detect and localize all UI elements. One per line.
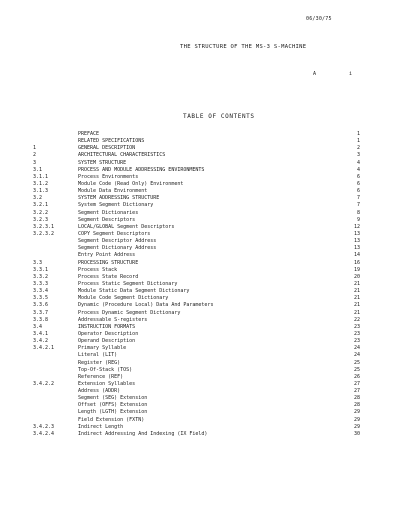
- toc-entry: [0, 310, 400, 317]
- toc-entry-number: 3.3.7: [33, 309, 49, 316]
- toc-entry-page: 19: [353, 266, 360, 273]
- toc-entry-page: 3: [356, 152, 360, 159]
- toc-entry: [0, 267, 400, 274]
- toc-entry-title: LOCAL/GLOBAL Segment Descriptors: [78, 223, 175, 230]
- toc-entry: [0, 409, 400, 416]
- toc-entry: [0, 288, 400, 295]
- toc-entry-page: 13: [353, 238, 360, 245]
- toc-entry-page: 30: [353, 430, 360, 437]
- toc-entry-title: Module Code Segment Dictionary: [78, 295, 169, 302]
- toc-entry-number: 3.2.3: [33, 216, 49, 223]
- toc-entry: [0, 131, 400, 138]
- toc-entry: [0, 402, 400, 409]
- toc-entry-number: 3.3.6: [33, 302, 49, 309]
- toc-entry-title: Process Stack: [78, 266, 118, 273]
- toc-entry: [0, 145, 400, 152]
- toc-entry-number: 3.4.2.1: [33, 345, 55, 352]
- toc-entry-number: 3.2: [33, 195, 43, 202]
- toc-entry-number: 3.3.1: [33, 266, 49, 273]
- toc-entry-number: 3.1.2: [33, 180, 49, 187]
- toc-entry-page: 6: [356, 180, 360, 187]
- toc-entry: [0, 367, 400, 374]
- toc-entry-number: 3.3.8: [33, 316, 49, 323]
- toc-entry-number: 3.3.5: [33, 295, 49, 302]
- toc-entry-number: 3.4.2.3: [33, 423, 55, 430]
- toc-entry-number: 3.3.2: [33, 273, 49, 280]
- toc-entry: [0, 274, 400, 281]
- toc-entry-title: Address (ADDR): [78, 388, 121, 395]
- toc-entry-title: Operand Description: [78, 338, 136, 345]
- toc-entry: [0, 217, 400, 224]
- toc-entry-page: 25: [353, 359, 360, 366]
- toc-entry-title: Process State Record: [78, 273, 139, 280]
- toc-entry-page: 23: [353, 338, 360, 345]
- toc-entry-title: Process Dynamic Segment Dictionary: [78, 309, 181, 316]
- toc-entry-title: SYSTEM STRUCTURE: [78, 159, 127, 166]
- toc-entry-title: System Segment Dictionary: [78, 202, 154, 209]
- toc-entry-page: 26: [353, 373, 360, 380]
- toc-entry-page: 2: [356, 145, 360, 152]
- toc-entry-number: 3.2.3.2: [33, 230, 55, 237]
- toc-entry: [0, 160, 400, 167]
- toc-entry: [0, 424, 400, 431]
- toc-entry: [0, 195, 400, 202]
- toc-entry-page: 29: [353, 409, 360, 416]
- toc-entry-title: Length (LGTH) Extension: [78, 409, 148, 416]
- toc-entry-page: 8: [356, 209, 360, 216]
- toc-entry: [0, 167, 400, 174]
- toc-entry-title: RELATED SPECIFICATIONS: [78, 138, 145, 145]
- toc-entry-page: 23: [353, 330, 360, 337]
- toc-entry-title: Field Extension (FXTN): [78, 416, 145, 423]
- toc-entry-number: 3.3.3: [33, 280, 49, 287]
- toc-entry-title: Segment Descriptors: [78, 216, 136, 223]
- toc-entry-title: Module Static Data Segment Dictionary: [78, 288, 190, 295]
- toc-entry-page: 14: [353, 252, 360, 259]
- toc-entry-page: 7: [356, 202, 360, 209]
- toc-entry-title: INSTRUCTION FORMATS: [78, 323, 136, 330]
- document-title: THE STRUCTURE OF THE MS-3 S-MACHINE: [180, 44, 307, 50]
- toc-entry-title: Process Environments: [78, 173, 139, 180]
- toc-entry-title: Extension Syllables: [78, 380, 136, 387]
- toc-entry-page: 21: [353, 295, 360, 302]
- toc-entry: [0, 224, 400, 231]
- toc-entry-number: 3.4.1: [33, 330, 49, 337]
- toc-entry-title: Top-Of-Stack (TOS): [78, 366, 133, 373]
- toc-entry-page: 20: [353, 273, 360, 280]
- toc-entry-page: 6: [356, 173, 360, 180]
- toc-entry-page: 7: [356, 195, 360, 202]
- toc-entry: [0, 210, 400, 217]
- mark-a: A: [313, 71, 317, 77]
- toc-entry-title: Dynamic (Procedure Local) Data And Parameters: [78, 302, 214, 309]
- toc-entry-page: 1: [356, 131, 360, 137]
- toc-entry-page: 13: [353, 245, 360, 252]
- toc-entry-title: Segment Dictionary Address: [78, 245, 157, 252]
- toc-entry-page: 28: [353, 402, 360, 409]
- toc-entry: [0, 252, 400, 259]
- toc-entry-page: 22: [353, 316, 360, 323]
- toc-entry-number: 3.1: [33, 166, 43, 173]
- toc-entry-title: Addressable S-registers: [78, 316, 148, 323]
- toc-entry-page: 4: [356, 166, 360, 173]
- toc-entry: [0, 238, 400, 245]
- toc-entry-title: Module Code (Read Only) Environment: [78, 180, 184, 187]
- toc-entry-page: 28: [353, 395, 360, 402]
- toc-entry-number: 2: [33, 152, 37, 159]
- toc-entry-page: 27: [353, 380, 360, 387]
- toc-entry: [0, 260, 400, 267]
- toc-entry-title: Indirect Addressing And Indexing (IX Field): [78, 430, 208, 437]
- toc-entry-page: 1: [356, 138, 360, 145]
- toc-entry: [0, 181, 400, 188]
- toc-entry: [0, 388, 400, 395]
- toc-entry: [0, 188, 400, 195]
- toc-entry-title: COPY Segment Descriptors: [78, 230, 151, 237]
- toc-entry-title: Segment (SEG) Extension: [78, 395, 148, 402]
- toc-entry-number: 3.1.3: [33, 188, 49, 195]
- toc-entry-page: 16: [353, 259, 360, 266]
- toc-entry: [0, 331, 400, 338]
- toc-entry-title: GENERAL DESCRIPTION: [78, 145, 136, 152]
- toc-entry-number: 3.1.1: [33, 173, 49, 180]
- toc-entry-title: Literal (LIT): [78, 352, 118, 359]
- toc-heading: TABLE OF CONTENTS: [183, 113, 255, 120]
- toc-entry-page: 4: [356, 159, 360, 166]
- toc-entry-title: Process Static Segment Dictionary: [78, 280, 178, 287]
- toc-entry: [0, 202, 400, 209]
- toc-entry: [0, 324, 400, 331]
- toc-entry-page: 29: [353, 423, 360, 430]
- toc-entry-title: Offset (OFFS) Extension: [78, 402, 148, 409]
- toc-entry-title: Indirect Length: [78, 423, 124, 430]
- toc-entry: [0, 431, 400, 438]
- toc-entry-number: 3.4.2: [33, 338, 49, 345]
- toc-entry-number: 3.2.1: [33, 202, 49, 209]
- toc-entry-page: 23: [353, 323, 360, 330]
- toc-entry-page: 12: [353, 223, 360, 230]
- toc-entry-title: Segment Descriptor Address: [78, 238, 157, 245]
- toc-entry: [0, 295, 400, 302]
- toc-entry: [0, 360, 400, 367]
- toc-entry: [0, 231, 400, 238]
- toc-entry-number: 3: [33, 159, 37, 166]
- toc-entry: [0, 281, 400, 288]
- toc-entry-title: Segment Dictionaries: [78, 209, 139, 216]
- toc-entry: [0, 374, 400, 381]
- toc-entry: [0, 381, 400, 388]
- toc-entry-page: 21: [353, 288, 360, 295]
- toc-entry-number: 3.4.2.2: [33, 380, 55, 387]
- toc-entry-title: Register (REG): [78, 359, 121, 366]
- toc-entry-number: 3.3.4: [33, 288, 49, 295]
- page-marks: [313, 71, 352, 77]
- toc-entry-page: 9: [356, 216, 360, 223]
- toc-entry: [0, 152, 400, 159]
- toc-entry: [0, 317, 400, 324]
- toc-entry: [0, 174, 400, 181]
- toc-entry-title: Module Data Environment: [78, 188, 148, 195]
- toc-entry-page: 24: [353, 352, 360, 359]
- toc-entry-title: Operator Description: [78, 330, 139, 337]
- toc-entry-number: 3.2.3.1: [33, 223, 55, 230]
- toc-entry-number: 3.4: [33, 323, 43, 330]
- toc-entry-page: 25: [353, 366, 360, 373]
- toc-entry-page: 21: [353, 302, 360, 309]
- toc-entry-page: 6: [356, 188, 360, 195]
- toc-entry-title: SYSTEM ADDRESSING STRUCTURE: [78, 195, 160, 202]
- toc-entry-page: 29: [353, 416, 360, 423]
- toc-entry-page: 13: [353, 230, 360, 237]
- toc-entry-number: 3.3: [33, 259, 43, 266]
- toc-entry-page: 27: [353, 388, 360, 395]
- mark-b: i: [349, 71, 353, 77]
- toc-entry-number: 1: [33, 145, 37, 152]
- toc-entry: [0, 352, 400, 359]
- toc-entry-title: ARCHITECTURAL CHARACTERISTICS: [78, 152, 166, 159]
- toc-entry: [0, 345, 400, 352]
- toc-entry-title: PROCESS AND MODULE ADDRESSING ENVIRONMENTS: [78, 166, 205, 173]
- toc-entry-title: PREFACE: [78, 131, 100, 137]
- toc-entry: [0, 338, 400, 345]
- toc-entry-title: PROCESSING STRUCTURE: [78, 259, 139, 266]
- toc-entry: [0, 245, 400, 252]
- toc-entry-title: Reference (REF): [78, 373, 124, 380]
- toc-entry-number: 3.2.2: [33, 209, 49, 216]
- toc-entry-page: 24: [353, 345, 360, 352]
- toc-entry-page: 21: [353, 280, 360, 287]
- toc-entry-title: Entry Point Address: [78, 252, 136, 259]
- toc-entry: [0, 138, 400, 145]
- document-date: 06/30/75: [306, 16, 332, 22]
- toc-entry: [0, 302, 400, 309]
- table-of-contents: [0, 131, 400, 438]
- toc-entry-number: 3.4.2.4: [33, 430, 55, 437]
- toc-entry-page: 21: [353, 309, 360, 316]
- toc-entry: [0, 417, 400, 424]
- toc-entry: [0, 395, 400, 402]
- toc-entry-title: Primary Syllable: [78, 345, 127, 352]
